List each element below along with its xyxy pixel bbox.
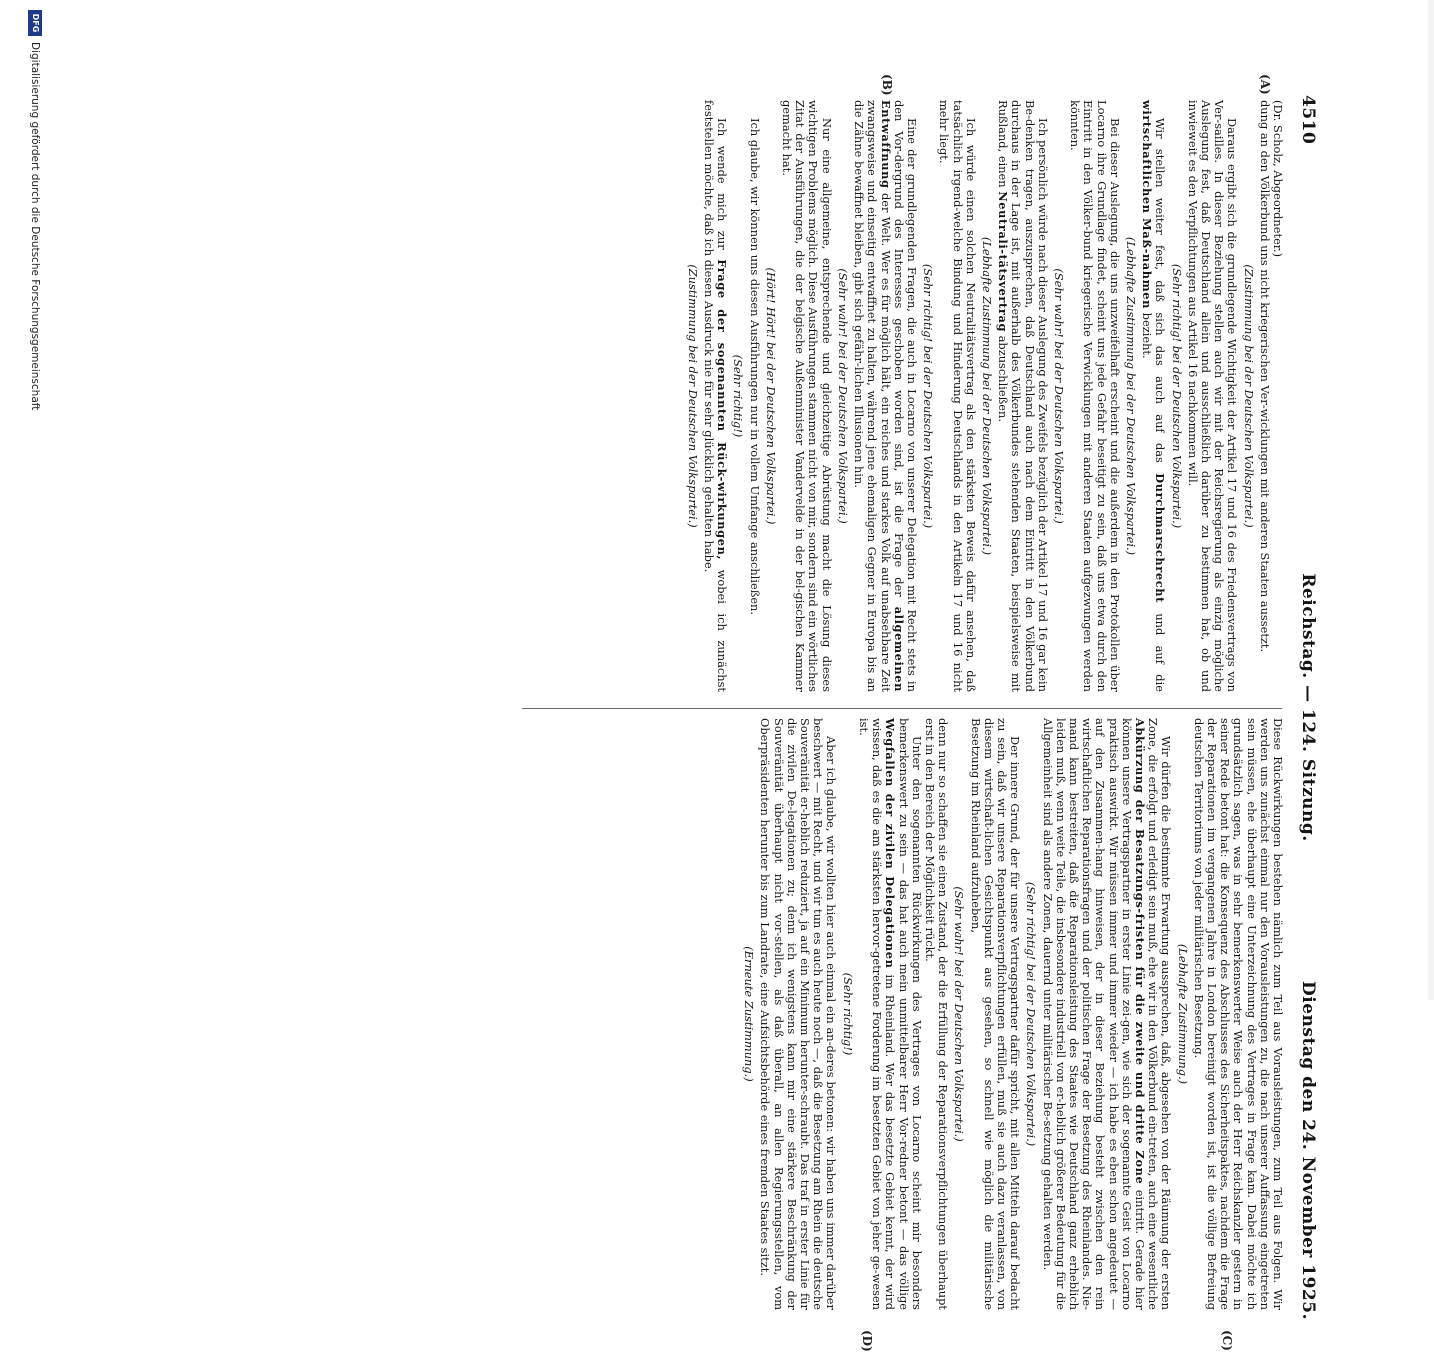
right-column xyxy=(739,718,1284,1310)
text-run: Wir dürfen die bestimmte Erwartung aussprechen, daß, abgesehen von der Räumung der ersten Zone, die erfolgt und erledigt sein muß, ehe wir in den Völkerbund ein-treten, auch eine wesentliche xyxy=(1146,718,1174,1310)
text-run: der Welt. Wer es für möglich hält, ein reiches und starkes Volk auf unabsehbare Zeit zwangsweise und einseitig entwaffnet zu halten, während jene ehemaligen Gegner in Europa bis an die Zähne bewaffnet bleiben, gibt sich gefähr-lichen Illusionen hin. xyxy=(852,100,893,692)
text-run: abzuschließen. xyxy=(996,335,1011,422)
paragraph: Der innere Grund, der für unsere Vertragspartner dafür spricht, mit allen Mitteln darauf bedacht zu sein, daß wir unsere Reparationsverpflichtungen erfüllen, muß sie auch dazu veranlassen, von diesem wirtschaft-lichen Gesichtspunkt aus gesehen, so schnell wie möglich die militärische Besetzung im Rheinland aufzuheben, xyxy=(968,718,1023,1310)
speaker-label: (Dr. Scholz, Abgeordneter.) xyxy=(1271,100,1285,258)
emphasis: Neutrali-tätsvertrag xyxy=(996,191,1011,333)
applause-note: (Zustimmung bei der Deutschen Volkspartei.) xyxy=(1241,264,1256,528)
text-run: Ich wende mich zur xyxy=(715,118,730,250)
margin-marker-d: (D) xyxy=(860,1330,874,1352)
applause-note: (Lebhafte Zustimmung bei der Deutschen Volkspartei.) xyxy=(979,236,994,556)
paragraph: Daraus ergibt sich die grundlegende Wichtigkeit der Artikel 17 und 16 des Friedensvertrags von Ver-sailles. In dieser Beziehung stellen auch wir mit der Reichsregierung als einzig mögliche Auslegung fest, daß Deutschland allein und ausschließlich darüber zu bestimmen hat, ob und inwieweit es den Verpflichtungen aus Artikel 16 nachkommen will. xyxy=(1185,100,1240,692)
left-column xyxy=(683,100,1284,692)
margin-marker-c: (C) xyxy=(1220,1330,1234,1351)
margin-marker-b: (B) xyxy=(880,74,894,96)
credit-text: Digitalisierung gefördert durch die Deutsche Forschungsgemeinschaft xyxy=(29,42,41,411)
paragraph xyxy=(1040,718,1172,1310)
text-run: wobei ich zunächst feststellen möchte, daß ich diesen Ausdruck nie für sehr glücklich gehalten habe. xyxy=(702,100,730,692)
applause-note: (Sehr richtig! bei der Deutschen Volkspartei.) xyxy=(1024,881,1039,1147)
applause-note: (Sehr wahr! bei der Deutschen Volkspartei.) xyxy=(835,268,850,524)
paragraph xyxy=(702,100,728,692)
applause-note: (Sehr wahr! bei der Deutschen Volkspartei.) xyxy=(952,886,967,1142)
emphasis: allgemeinen Entwaffnung xyxy=(878,100,906,692)
session-date: Dienstag den 24. November 1925. xyxy=(1298,981,1318,1320)
text-run: und auf die xyxy=(1153,613,1168,692)
paragraph xyxy=(857,718,923,1310)
column-divider xyxy=(522,708,1282,709)
paragraph: Aber ich glaube, wir wollten hier auch einmal ein an-deres betonen: wir haben uns immer darüber beschwert — mit Recht, und wir tun es auch heute noch —, daß die Besetzung am Rhein die deutsche Souveränität er-heblich reduziert, ja auf ein Minimum herunter-schraubt. Das traf in erster Linie für die zivilen De-legationen zu; denn ich wenigstens kann mir eine stärkere Beschränkung der Souveränität überhaupt nicht vor-stellen, als daß überall, an allen Regierungsstellen, vom Oberpräsidenten herunter bis zum Landrate, eine Aufsichtsbehörde eines fremden Staates sitzt. xyxy=(758,718,839,1310)
paragraph: Ich würde einen solchen Neutralitätsvertrag als den stärksten Beweis dafür ansehen, daß tatsächlich irgend-welche Bindung und Hinderung Deutschlands in den Artikeln 17 und 16 nicht mehr liegt. xyxy=(937,100,978,692)
applause-note: (Sehr richtig!) xyxy=(840,972,855,1056)
text-run: eintritt. Gerade hier können unsere Vertragspartner in erster Linie zei-gen, wie sich der sogenannte Geist von Locarno praktisch auswirkt. Wir müssen immer und immer wieder — ich habe es eben schon angedeutet — auf den Zusammen-hang hinweisen, der in dieser Beziehung besteht zwischen den rein wirtschaftlichen Reparationsfragen und der politischen Frage der Besetzung des Rheinlandes. Nie-mand kann bestreiten, daß die Reparationsleistung des Staates wie Deutschland ganz erheblich leiden muß, wenn weite Teile, die insbesondere industriell von er-heblich größerer Bedeutung für die Allgemeinheit sind als andere Zonen, dauernd unter militärischer Be-setzung gehalten werden. xyxy=(1040,718,1147,1310)
paragraph xyxy=(1140,100,1166,692)
applause-note: (Sehr richtig!) xyxy=(731,354,746,438)
emphasis: Wegfallen der zivilen Delegationen xyxy=(883,718,898,969)
emphasis: Frage der sogenannten Rück-wirkungen, xyxy=(715,259,730,561)
applause-note: (Zustimmung bei der Deutschen Volkspartei.) xyxy=(685,264,700,528)
paragraph: Ich glaube, wir können uns diesen Ausführungen nur in vollem Umfange anschließen. xyxy=(747,118,762,616)
emphasis: wirtschaftlichen Maß-nahmen xyxy=(1140,100,1155,310)
text-run: Wir stellen weiter fest, daß sich das auch auf das xyxy=(1153,118,1168,463)
applause-note: (Sehr wahr! bei der Deutschen Volkspartei.) xyxy=(1051,268,1066,524)
emphasis: Durchmarschrecht xyxy=(1153,473,1168,604)
paragraph: Nur eine allgemeine, entsprechende und gleichzeitige Abrüstung macht die Lösung dieses wichtigen Problems möglich. Diese Ausführungen stammen nicht von mir, sondern sind ein wörtliches Zitat der Ausführungen, die der belgische Außenminister Vandervelde in der bel-gischen Kammer gemacht hat. xyxy=(780,100,834,692)
paragraph: dung an den Völkerbund uns nicht kriegerischen Ver-wicklungen mit anderen Staaten aussetzt. xyxy=(1257,100,1272,653)
dfg-logo-icon: DFG xyxy=(28,10,42,36)
text-run: Unter den sogenannten Rückwirkungen des Vertrages von Locarno scheint mir besonders bemerkenswert zu sein — das hat auch mein unmittelbarer Herr Vor-redner betont — das völlige xyxy=(896,718,924,1310)
text-run: im Rheinland. Wer das besetzte Gebiet kennt, der wird wissen, daß es die am stärksten hervor-getretene Forderung im besetzten Gebiet von jeher ge-wesen ist. xyxy=(856,718,898,1311)
page-number: 4510 xyxy=(1298,95,1318,145)
applause-note: (Sehr richtig! bei der Deutschen Volkspartei.) xyxy=(1169,263,1184,529)
page-header xyxy=(1284,95,1326,1320)
scan-edge xyxy=(1428,0,1434,1000)
digitization-credit xyxy=(20,10,42,995)
applause-note: (Hört! Hört! bei der Deutschen Volkspartei.) xyxy=(763,267,778,525)
applause-note: (Lebhafte Zustimmung.) xyxy=(1175,943,1190,1085)
paragraph: Bei dieser Auslegung, die uns unzweifelhaft erscheint und die außerdem in den Protokollen über Locarno ihre Grundlage findet, scheint uns jede Gefahr beseitigt zu sein, daß uns etwa durch den Eintritt in den Völker-bund kriegerische Verwicklungen mit anderen Staaten aufgezwungen werden könnten. xyxy=(1068,100,1122,692)
paragraph: denn nur so schaffen sie einen Zustand, der die Erfüllung der Reparationsverpflichtungen überhaupt erst in den Bereich der Möglichkeit rückt. xyxy=(922,718,951,1310)
text-run: Eine der grundlegenden Fragen, die auch in Locarno von unserer Delegation mit Recht stets in den Vor-dergrund des Interesses geschoben worden sind, ist die Frage der xyxy=(891,100,919,692)
emphasis: Abkürzung der Besatzungs-fristen für die zweite und dritte Zone xyxy=(1132,718,1147,1185)
applause-note: (Lebhafte Zustimmung bei der Deutschen Volkspartei.) xyxy=(1123,236,1138,556)
paragraph: Diese Rückwirkungen bestehen nämlich zum Teil aus Vorausleistungen, zum Teil aus Folgen. Wir werden uns zunächst einmal nur den Vorausleistungen zu, die nach unserer Auffassung eingetreten sein müssen, ehe überhaupt eine Unterzeichnung des Vertrages in Frage kam. Dabei möchte ich grundsätzlich sagen, was in sehr bemerkenswerter Weise auch der Herr Reichskanzler gestern in seiner Rede betont hat: die Konsequenz des Abschlusses des Sicherheitspaktes, nachdem die Frage der Reparationen im vergangenen Jahre in London bereinigt worden ist, ist die völlige Befreiung deutschen Territoriums von jeder militärischen Besetzung. xyxy=(1191,718,1285,1310)
text-run: bezieht. xyxy=(1140,312,1155,359)
running-title: Reichstag. — 124. Sitzung. xyxy=(1298,573,1318,842)
margin-marker-a: (A) xyxy=(1258,74,1272,95)
paragraph xyxy=(852,100,918,692)
paragraph xyxy=(996,100,1049,692)
text-run: Ich persönlich würde nach dieser Auslegung des Zweifels bezüglich der Artikel 17 und 16 gar kein Be-denken tragen, auszusprechen, daß Deutschland auch nach dem Eintritt in den Völkerbund durchaus in der Lage ist, mit außerhalb des Völkerbundes stehenden Staaten, beispielsweise mit Rußland, einen xyxy=(996,100,1050,692)
applause-note: (Sehr richtig! bei der Deutschen Volkspartei.) xyxy=(921,263,936,529)
applause-note: (Erneute Zustimmung.) xyxy=(742,946,757,1082)
